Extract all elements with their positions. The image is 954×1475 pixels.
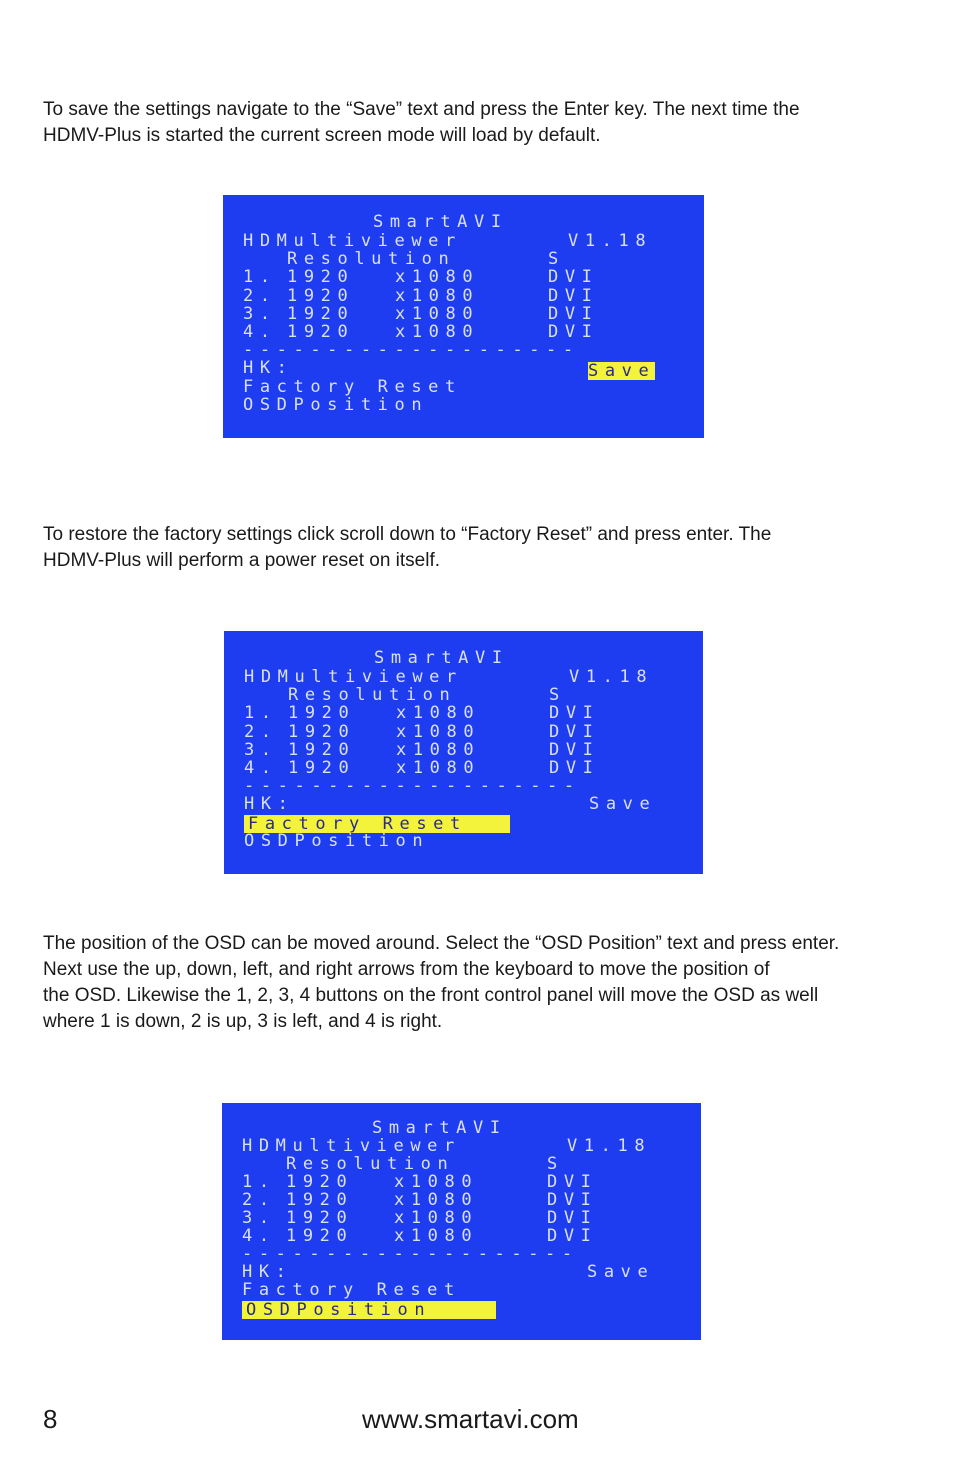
- osd-save-item[interactable]: Save: [588, 361, 656, 381]
- osd-position-item[interactable]: OSDPosition: [243, 395, 429, 415]
- osd-hotkey[interactable]: HK:: [243, 358, 294, 378]
- osd-source-label: S: [548, 249, 565, 269]
- osd-version: V1.18: [568, 231, 653, 251]
- osd-screen-position: SmartAVI HDMultiviewer V1.18 Resolution S 1. 1920 x1080 DVI 2. 1920 x1080 DVI 3. 1920 x1080 DVI 4. 1920 x1080 DVI -------------------- HK: Save Factory Reset OSDPosition: [222, 1103, 701, 1340]
- osd-product: HDMultiviewer: [243, 231, 462, 251]
- osd-screen-save: SmartAVI HDMultiviewer V1.18 Resolution S 1. 1920 x1080 DVI 2. 1920 x1080 DVI 3. 1920 x1080 DVI 4. 1920 x1080 DVI -------------------- HK: Save Factory Reset OSDPosition: [223, 195, 704, 438]
- osd-screen-factory-reset: SmartAVI HDMultiviewer V1.18 Resolution S 1. 1920 x1080 DVI 2. 1920 x1080 DVI 3. 1920 x1080 DVI 4. 1920 x1080 DVI -------------------- HK: Save Factory Reset OSDPosition: [224, 631, 703, 874]
- osd-position-instructions: The position of the OSD can be moved around. Select the “OSD Position” text and press enter. Next use the up, down, left, and right arrows from the keyboard to move the position of the OSD. Likewise the 1, 2, 3, 4 buttons on the front control panel will move the OSD as well where 1 is down, 2 is up, 3 is left, and 4 is right.: [43, 933, 840, 1032]
- osd-resolution-label: Resolution: [287, 249, 456, 269]
- footer-url[interactable]: www.smartavi.com: [362, 1404, 579, 1434]
- factory-reset-instructions: To restore the factory settings click scroll down to “Factory Reset” and press enter. The HDMV-Plus will perform a power reset on itself.: [43, 524, 772, 571]
- page-number: 8: [43, 1404, 58, 1434]
- osd-separator: --------------------: [243, 340, 580, 360]
- save-instructions: To save the settings navigate to the “Save” text and press the Enter key. The next time the HDMV-Plus is started the current screen mode will load by default.: [43, 99, 800, 146]
- osd-factory-reset-item-selected[interactable]: Factory Reset: [244, 815, 510, 833]
- osd-position-item-selected[interactable]: OSDPosition: [242, 1301, 496, 1319]
- osd-factory-reset-item[interactable]: Factory Reset: [243, 377, 462, 397]
- osd-brand: SmartAVI: [373, 212, 508, 232]
